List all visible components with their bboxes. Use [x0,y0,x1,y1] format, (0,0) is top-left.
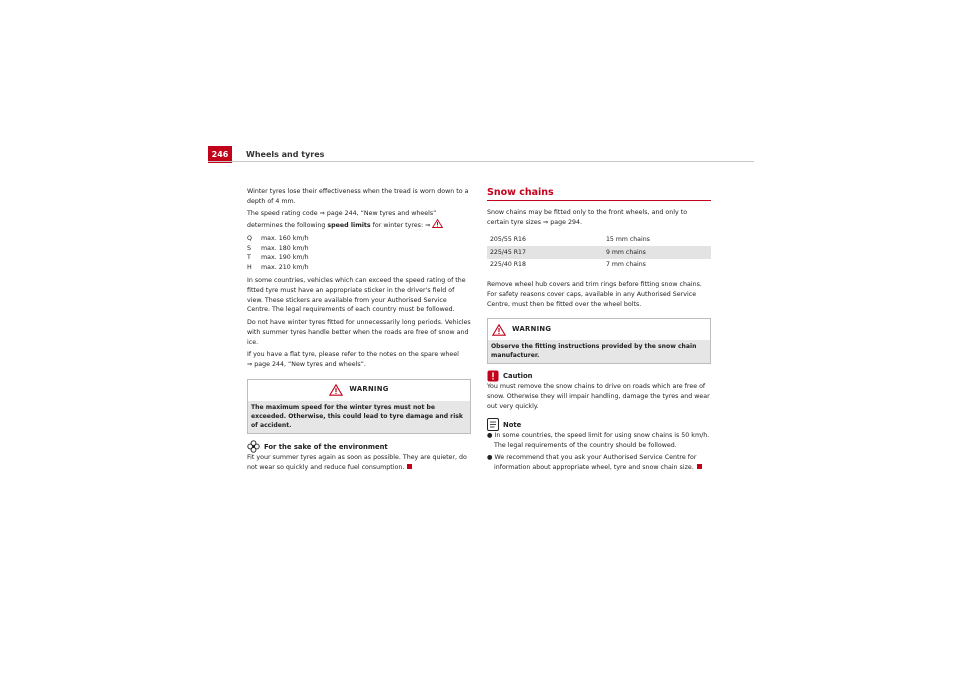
speed-rating-row: T max. 190 km/h [247,254,309,262]
header-divider [208,161,754,162]
warning-text: Observe the fitting instructions provided by the snow chain manufacturer. [488,340,710,363]
caution-text: You must remove the snow chains to drive on roads which are free of snow. Otherwise they will impair handling, damage the tyres and wear out very quickly. [487,383,710,410]
bullet-icon: ● [487,454,495,462]
warning-box [247,379,471,434]
note-item: ● We recommend that you ask your Authorised Service Centre for information about appropriate wheel, tyre and snow chain size. [487,453,711,473]
bullet-icon: ● [487,431,495,439]
environment-heading: For the sake of the environment [247,440,471,453]
section-divider [487,200,711,201]
warning-triangle-icon [329,384,343,396]
section-end-icon [697,464,702,469]
warning-triangle-icon [432,219,443,228]
right-column [487,187,711,475]
speed-rating-row: Q max. 160 km/h [247,234,309,242]
paragraph-tread-depth: Winter tyres lose their effectiveness when the tread is worn down to a depth of 4 mm. [247,188,469,205]
caution-heading: Caution [487,370,711,382]
warning-text: The maximum speed for the winter tyres must not be exceeded. Otherwise, this could lead to tyre damage and risk of accident. [248,401,470,433]
speed-rating-list [247,234,471,274]
paragraph-hub-covers: Remove wheel hub covers and trim rings before fitting snow chains. For safety reasons cover caps, available in any Authorised Service Centre, must then be fitted over the wheel bolts. [487,281,702,309]
note-heading: Note [487,418,711,431]
table-row: 205/55 R16 15 mm chains [490,236,650,244]
environment-text: Fit your summer tyres again as soon as possible. They are quieter, do not wear so quickly and reduce fuel consumption. [247,453,467,471]
warning-triangle-icon [492,324,506,336]
warning-box [487,318,711,364]
paragraph-snow-chain-intro: Snow chains may be fitted only to the front wheels, and only to certain tyre sizes ⇒ page 294. [487,209,688,226]
snow-chain-table [487,234,711,272]
paragraph-flat-tyre: If you have a flat tyre, please refer to the notes on the spare wheel ⇒ page 244, “New tyres and wheels”. [247,351,459,368]
caution-icon [487,370,499,382]
note-icon [487,418,499,431]
paragraph-sticker: In some countries, vehicles which can exceed the speed rating of the fitted tyre must have an appropriate sticker in the driver's field of view. These stickers are available from your Authorised Service Centre. The legal requirements of each country must be followed. [247,276,466,314]
table-row: 225/45 R17 9 mm chains [487,246,711,259]
chapter-title: Wheels and tyres [246,150,325,159]
speed-rating-row: S max. 180 km/h [247,244,309,252]
table-row: 225/40 R18 7 mm chains [490,261,646,269]
flower-icon [247,440,260,453]
note-item: ● In some countries, the speed limit for using snow chains is 50 km/h. The legal requirements of the country should be followed. [487,431,710,449]
warning-label: WARNING [512,324,552,333]
warning-label: WARNING [349,385,389,394]
paragraph-speed-rating: The speed rating code ⇒ page 244, “New tyres and wheels” determines the following speed limits for winter tyres: ⇒ [247,209,471,231]
speed-rating-row: H max. 210 km/h [247,264,309,272]
section-title: Snow chains [487,187,554,198]
paragraph-winter-period: Do not have winter tyres fitted for unnecessarily long periods. Vehicles with summer tyres handle better when the roads are free of snow and ice. [247,318,471,346]
page-number: 246 [208,146,232,163]
left-column [247,187,471,475]
section-end-icon [407,464,412,469]
